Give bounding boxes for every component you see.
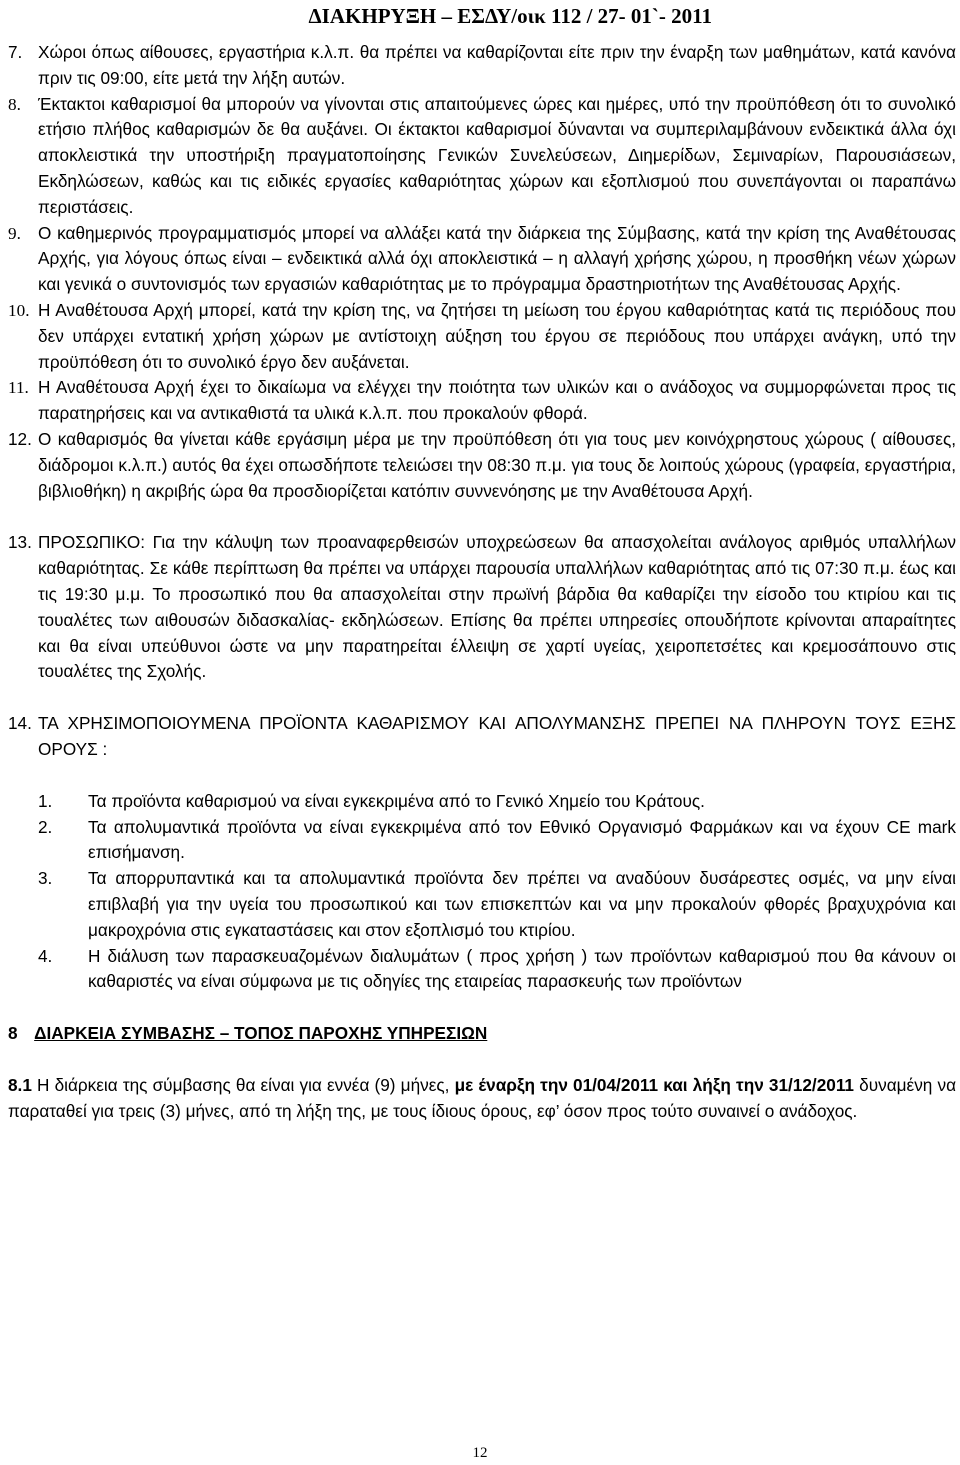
item-number: 10. xyxy=(8,300,30,320)
sub-list-item xyxy=(8,815,956,867)
item-text: Χώροι όπως αίθουσες, εργαστήρια κ.λ.π. θα πρέπει να καθαρίζονται είτε πριν την έναρξη των μαθημάτων, κατά κανόνα πριν τις 09:00, είτε μετά την λήξη αυτών. xyxy=(38,42,956,88)
item-number: 13. xyxy=(8,532,32,553)
list-item xyxy=(8,221,956,298)
sub-item-text: Τα προϊόντα καθαρισμού να είναι εγκεκριμένα από το Γενικό Χημείο του Κράτους. xyxy=(88,790,705,811)
sub-item-number: 1. xyxy=(38,790,53,811)
item-text: Ο καθαρισμός θα γίνεται κάθε εργάσιμη μέρα με την προϋπόθεση ότι για τους μεν κοινόχρηστους χώρους ( αίθουσες, διάδρομοι κ.λ.π.) αυτός θα έχει οπωσδήποτε τελειώσει την 08:30 π.μ. για τους δε λοιπούς χώρους (γραφεία, εργαστήρια, βιβλιοθήκη) η ακριβής ώρα θα προσδιορίζεται κατόπιν συννενόησης με την Αναθέτουσα Αρχή. xyxy=(38,428,956,501)
list-item xyxy=(8,375,956,427)
paragraph-8-1 xyxy=(8,1073,956,1125)
item-text: Έκτακτοι καθαρισμοί θα μπορούν να γίνονται στις απαιτούμενες ώρες και ημέρες, υπό την προϋπόθεση ότι το συνολικό ετήσιο πλήθος καθαρισμών δε θα αυξάνει. Οι έκτακτοι καθαρισμοί δύνανται να συμπεριλαμβάνουν ενδεικτικά άλλα όχι αποκλειστικά την υποστήριξη πραγματοποίησης Γενικών Συνελεύσεων, Διημερίδων, Σεμιναρίων, Παρουσιάσεων, Εκδηλώσεων, καθώς και τις ειδικές εργασίες καθαριότητας χώρων και εξοπλισμού που συνεπάγονται οι παραπάνω περιστάσεις. xyxy=(38,93,956,217)
list-item xyxy=(8,40,956,92)
item-number: 12. xyxy=(8,428,32,449)
sub-item-text: Τα απορρυπαντικά και τα απολυμαντικά προϊόντα δεν πρέπει να αναδύουν δυσάρεστες οσμές, να μην είναι επιβλαβή για την υγεία του προσωπικού και των επισκεπτών και να μην προκαλούν φθορές βραχυχρόνια και μακροχρόνια στις εγκαταστάσεις και στον εξοπλισμό του κτιρίου. xyxy=(88,868,956,940)
paragraph-text: δυναμένη να παραταθεί για τρεις (3) μήνες, από τη λήξη της, με τους ίδιους όρους, εφ’ όσον προς τούτο συναινεί ο ανάδοχος. xyxy=(8,1074,957,1121)
item-number: 11. xyxy=(8,378,29,398)
item-text: Η Αναθέτουσα Αρχή μπορεί, κατά την κρίση της, να ζητήσει τη μείωση του έργου καθαριότητας κατά τις περιόδους που δεν υπάρχει εντατική χρήση χώρων με αντίστοιχη αύξηση του έργου σε περιόδους που υπάρχει ανάγκη, υπό την προϋπόθεση ότι το συνολικό έργο δεν αυξάνεται. xyxy=(38,299,956,372)
item-number: 8. xyxy=(8,94,21,114)
sub-item-number: 2. xyxy=(38,816,53,837)
item-text: Ο καθημερινός προγραμματισμός μπορεί να αλλάξει κατά την διάρκεια της Σύμβασης, κατά την κρίση της Αναθέτουσας Αρχής, για λόγους όπως είναι – ενδεικτικά αλλά όχι αποκλειστικά – η αλλαγή χρήσης χώρου, η προσθήκη νέων χώρων και γενικά ο συντονισμός των εργασιών καθαριότητας με το πρόγραμμα δραστηριοτήτων της Αναθέτουσας Αρχής. xyxy=(38,222,956,295)
sub-list-item xyxy=(8,944,956,996)
page-header: ΔΙΑΚΗΡΥΞΗ – ΕΣΔΥ/οικ 112 / 27- 01`- 2011 xyxy=(308,4,712,28)
item-number: 9. xyxy=(8,223,21,243)
list-item xyxy=(8,92,956,221)
section-heading-text: ΤΑ ΧΡΗΣΙΜΟΠΟΙΟΥΜΕΝΑ ΠΡΟΪΟΝΤΑ ΚΑΘΑΡΙΣΜΟΥ ΚΑΙ ΑΠΟΛΥΜΑΝΣΗΣ ΠΡΕΠΕΙ ΝΑ ΠΛΗΡΟΥΝ ΤΟΥΣ ΕΞΗΣ ΟΡΟΥΣ : xyxy=(38,713,956,759)
paragraph-text: Η διάρκεια της σύμβασης θα είναι για εννέα (9) μήνες, xyxy=(31,1074,455,1095)
item-text: Η Αναθέτουσα Αρχή έχει το δικαίωμα να ελέγχει την ποιότητα των υλικών και ο ανάδοχος να συμμορφώνεται προς τις παρατηρήσεις και να αντικαθιστά τα υλικά κ.λ.π. που προκαλούν φθορά. xyxy=(38,377,956,424)
list-item xyxy=(8,298,956,375)
sub-item-text: Η διάλυση των παρασκευαζομένων διαλυμάτων ( προς χρήση ) των προϊόντων καθαρισμού που θα κάνουν οι καθαριστές να είναι σύμφωνα με τις οδηγίες της εταιρείας παρασκευής των προϊόντων xyxy=(88,945,956,992)
page-number: 12 xyxy=(472,1445,488,1461)
sub-item-number: 4. xyxy=(38,945,53,966)
sub-list-item xyxy=(8,789,956,815)
document-body xyxy=(8,40,956,1124)
section-heading-14 xyxy=(8,711,956,763)
sub-item-number: 3. xyxy=(38,868,53,889)
contract-dates: με έναρξη την 01/04/2011 και λήξη την 31/12/2011 xyxy=(454,1074,854,1095)
sub-list-item xyxy=(8,866,956,943)
item-number: 14. xyxy=(8,713,32,734)
section-heading-8 xyxy=(8,1021,956,1047)
sub-item-text: Τα απολυμαντικά προϊόντα να είναι εγκεκριμένα από τον Εθνικό Οργανισμό Φαρμάκων και να έχουν CE mark επισήμανση. xyxy=(88,816,956,863)
item-text: ΠΡΟΣΩΠΙΚΟ: Για την κάλυψη των προαναφερθεισών υποχρεώσεων θα απασχολείται ανάλογος αριθμός υπαλλήλων καθαριότητας. Σε κάθε περίπτωση θα πρέπει να υπάρχει παρουσία υπαλλήλων καθαριότητας από τις 07:30 π.μ. έως και τις 19:30 μ.μ. Το προσωπικό που θα απασχολείται στην πρωϊνή βάρδια θα καθαρίζει την είσοδο του κτιρίου και τις τουαλέτες των αιθουσών διδασκαλίας- εκδηλώσεων. Επίσης θα πρέπει υπηρεσίες οπουδήποτε κρίνονται απαραίτητες και θα είναι υπεύθυνοι ώστε να μην παρατηρείται έλλειψη σε χαρτί υγείας, χειροπετσέτες και κρεμοσάπουνο στις τουαλέτες της Σχολής. xyxy=(38,532,956,682)
list-item xyxy=(8,427,956,504)
section-number: 8 xyxy=(8,1023,18,1044)
section-title: ΔΙΑΡΚΕΙΑ ΣΥΜΒΑΣΗΣ – ΤΟΠΟΣ ΠΑΡΟΧΗΣ ΥΠΗΡΕΣΙΩΝ xyxy=(34,1023,488,1044)
paragraph-number: 8.1 xyxy=(8,1074,32,1095)
item-number: 7. xyxy=(8,42,23,62)
list-item xyxy=(8,530,956,685)
